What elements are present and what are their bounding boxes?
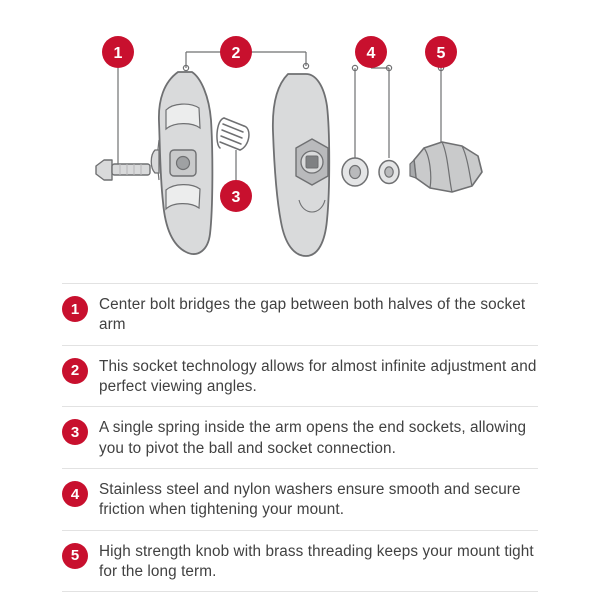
part-nylon-washer [379,161,399,184]
part-stainless-washer [342,158,368,186]
callout-badge-2 [220,36,252,68]
part-spring [217,118,249,150]
legend-badge-5: 5 [62,543,88,569]
part-socket-arm-half-right [273,74,329,256]
list-item [62,530,538,593]
legend-badge-2: 2 [62,358,88,384]
legend-badge-3: 3 [62,419,88,445]
callout-1-label: 1 [113,45,123,62]
callout-badge-1 [102,36,134,68]
legend-text-3: A single spring inside the arm opens the end sockets, allowing you to pivot the ball and socket connection. [99,419,527,457]
legend-text-2: This socket technology allows for almost infinite adjustment and perfect viewing angles. [99,357,537,396]
part-knob [410,142,482,192]
callout-2-label: 2 [231,45,241,62]
callout-badge-3 [220,180,252,212]
callout-3-label: 3 [231,189,241,206]
list-item [62,345,538,407]
list-item [62,468,538,530]
part-socket-arm-half-left [151,72,212,254]
legend-text-1: Center bolt bridges the gap between both halves of the socket arm [99,296,526,334]
callout-5-label: 5 [436,45,446,62]
list-item [62,283,538,345]
callout-badge-5 [425,36,457,68]
legend-badge-4: 4 [62,481,88,507]
exploded-parts-diagram [0,0,600,285]
callout-badge-4 [355,36,387,68]
list-item [62,406,538,468]
legend-badge-1: 1 [62,296,88,322]
part-center-bolt [96,160,150,180]
diagram-svg [0,0,600,285]
legend-text-4: Stainless steel and nylon washers ensure smooth and secure friction when tightening your mount. [99,481,521,519]
legend-text-5: High strength knob with brass threading keeps your mount tight for the long term. [99,542,534,581]
legend-list [0,283,600,600]
leader-line-dots [183,63,443,70]
callout-4-label: 4 [366,45,376,62]
